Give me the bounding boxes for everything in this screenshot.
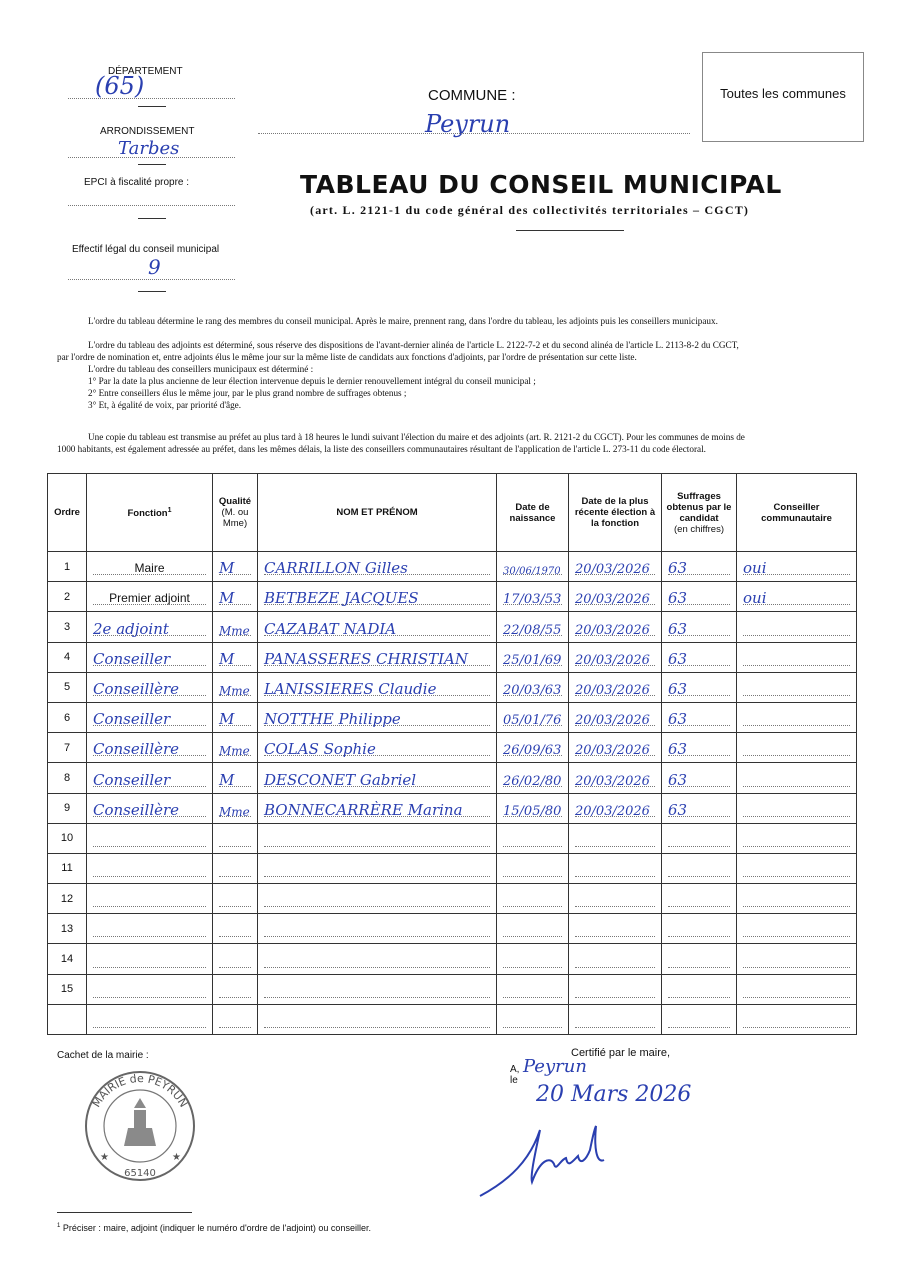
- paragraph-copie-2: 1000 habitants, est également adressée au préfet, dans les mêmes délais, la liste des conseillers communautaires résultant de l'application de l'article L. 273-11 du code électoral.: [57, 444, 706, 454]
- commune-value: Peyrun: [425, 110, 511, 138]
- cell-naissance-text: 15/05/80: [503, 803, 562, 819]
- cell-suffrages: [662, 582, 737, 612]
- table-row: [48, 702, 857, 732]
- cell-nom-text: PANASSERES CHRISTIAN: [264, 649, 468, 668]
- cell-nom-text: CAZABAT NADIA: [264, 619, 397, 638]
- cell-qualite: [213, 582, 258, 612]
- cell-naissance: [497, 914, 569, 944]
- cell-qualite: [213, 672, 258, 702]
- header-qualite: Qualité (M. ou Mme): [213, 474, 258, 552]
- cell-communautaire: [737, 914, 857, 944]
- cell-suffrages: [662, 612, 737, 642]
- cell-naissance: [497, 612, 569, 642]
- cell-fonction: [87, 582, 213, 612]
- cell-fonction: [87, 763, 213, 793]
- table-row: [48, 763, 857, 793]
- mairie-stamp: [80, 1068, 200, 1186]
- cell-suffrages-text: 63: [668, 800, 688, 819]
- epci-dotline: [68, 205, 235, 206]
- cell-fonction-text: Conseillère: [93, 800, 180, 819]
- table-row: [48, 793, 857, 823]
- cell-election: [569, 612, 662, 642]
- cell-communautaire: [737, 884, 857, 914]
- cell-election: [569, 672, 662, 702]
- cell-election-text: 20/03/2026: [575, 592, 650, 608]
- cell-naissance: [497, 823, 569, 853]
- cell-election-text: 20/03/2026: [575, 682, 650, 698]
- cell-ordre: 13: [48, 914, 87, 944]
- cell-fonction-text: Conseiller: [93, 649, 171, 668]
- cell-nom: [258, 823, 497, 853]
- lieu-value: Peyrun: [523, 1056, 587, 1077]
- cell-election-text: 20/03/2026: [575, 562, 650, 578]
- paragraph-copie-1: Une copie du tableau est transmise au préfet au plus tard à 18 heures le lundi suivant l'élection du maire et des adjoints (art. R. 2121-2 du CGCT). Pour les communes de moins de: [88, 432, 745, 442]
- cell-qualite: [213, 763, 258, 793]
- cell-communautaire: [737, 642, 857, 672]
- cell-qualite: [213, 823, 258, 853]
- cell-fonction: [87, 793, 213, 823]
- cell-ordre: 7: [48, 733, 87, 763]
- cell-naissance: [497, 974, 569, 1004]
- cell-naissance: [497, 763, 569, 793]
- stamp-text: MAIRIE de PEYRUN: [89, 1071, 191, 1110]
- divider: [138, 218, 166, 219]
- cell-naissance: [497, 672, 569, 702]
- cell-naissance-text: 05/01/76: [503, 713, 562, 729]
- cell-fonction-text: Maire: [134, 561, 165, 576]
- cell-election-text: 20/03/2026: [575, 622, 650, 638]
- cell-naissance: [497, 944, 569, 974]
- header-election: Date de la plus récente élection à la fonction: [569, 474, 662, 552]
- cell-qualite: [213, 974, 258, 1004]
- cell-naissance: [497, 582, 569, 612]
- cell-suffrages: [662, 763, 737, 793]
- cell-fonction: [87, 642, 213, 672]
- page-title: TABLEAU DU CONSEIL MUNICIPAL: [300, 170, 782, 199]
- cell-nom: [258, 733, 497, 763]
- cell-nom: [258, 612, 497, 642]
- commune-dotline: [258, 133, 690, 134]
- cell-communautaire: [737, 702, 857, 732]
- footnote-rule: [57, 1212, 192, 1213]
- cell-nom-text: BETBEZE JACQUES: [264, 589, 419, 608]
- cell-fonction: [87, 702, 213, 732]
- cell-suffrages: [662, 733, 737, 763]
- cell-nom: [258, 793, 497, 823]
- cell-fonction: [87, 974, 213, 1004]
- cell-communautaire: [737, 823, 857, 853]
- cell-fonction: [87, 944, 213, 974]
- divider: [138, 106, 166, 107]
- cell-naissance-text: 25/01/69: [503, 652, 562, 668]
- cell-fonction-text: Conseiller: [93, 770, 171, 789]
- cell-qualite-text: Mme: [219, 804, 250, 819]
- cell-election: [569, 702, 662, 732]
- table-row: [48, 612, 857, 642]
- commune-label: COMMUNE :: [428, 87, 516, 104]
- arrondissement-label: ARRONDISSEMENT: [100, 126, 195, 137]
- council-table: [47, 473, 857, 1035]
- cell-nom: [258, 944, 497, 974]
- cell-ordre: 8: [48, 763, 87, 793]
- header-ordre: Ordre: [48, 474, 87, 552]
- cell-ordre: [48, 1004, 87, 1034]
- table-row: [48, 1004, 857, 1034]
- cell-fonction-text: Conseiller: [93, 710, 171, 729]
- table-row: [48, 944, 857, 974]
- cell-communautaire: [737, 944, 857, 974]
- header-fonction: Fonction$^1$: [87, 474, 213, 552]
- cell-naissance: [497, 733, 569, 763]
- cell-ordre: 14: [48, 944, 87, 974]
- cell-election: [569, 642, 662, 672]
- cell-naissance-text: 22/08/55: [503, 622, 562, 638]
- cell-qualite-text: M: [219, 649, 235, 668]
- table-row: [48, 672, 857, 702]
- departement-label: DÉPARTEMENT: [108, 66, 183, 77]
- paragraph-rule-2: 2° Entre conseillers élus le même jour, par le plus grand nombre de suffrages obtenus ;: [88, 388, 407, 398]
- cell-fonction: [87, 733, 213, 763]
- cell-election: [569, 793, 662, 823]
- departement-dotline: [68, 98, 235, 99]
- cell-ordre: 11: [48, 853, 87, 883]
- cell-election: [569, 884, 662, 914]
- cell-communautaire: [737, 793, 857, 823]
- cell-suffrages: [662, 672, 737, 702]
- certification-label: Certifié par le maire,: [571, 1047, 671, 1059]
- cell-suffrages: [662, 1004, 737, 1034]
- arrondissement-value: Tarbes: [118, 138, 180, 159]
- stamp-code: 65140: [124, 1168, 156, 1179]
- epci-label: EPCI à fiscalité propre :: [84, 177, 190, 188]
- cell-election: [569, 552, 662, 582]
- divider: [138, 291, 166, 292]
- cell-suffrages: [662, 974, 737, 1004]
- cell-nom-text: CARRILLON Gilles: [264, 559, 408, 578]
- cell-ordre: 4: [48, 642, 87, 672]
- paragraph-rule-3: 3° Et, à égalité de voix, par priorité d'âge.: [88, 400, 242, 410]
- cell-suffrages: [662, 552, 737, 582]
- paragraph-adjoints-2: par l'ordre de nomination et, entre adjoints élus le même jour sur la même liste de candidats aux fonctions d'adjoints, par l'ordre de présentation sur cette liste.: [57, 352, 637, 362]
- cell-nom: [258, 1004, 497, 1034]
- header-nom: NOM ET PRÉNOM: [258, 474, 497, 552]
- cell-election: [569, 733, 662, 763]
- cell-suffrages-text: 63: [668, 710, 688, 729]
- cell-nom-text: COLAS Sophie: [264, 740, 376, 759]
- cell-communautaire: [737, 763, 857, 793]
- cell-election-text: 20/03/2026: [575, 652, 650, 668]
- cell-naissance: [497, 642, 569, 672]
- table-row: [48, 974, 857, 1004]
- cell-naissance: [497, 702, 569, 732]
- cell-suffrages-text: 63: [668, 740, 688, 759]
- cell-naissance-text: 26/02/80: [503, 773, 562, 789]
- cell-suffrages: [662, 853, 737, 883]
- cell-fonction: [87, 672, 213, 702]
- header-naissance: Date de naissance: [497, 474, 569, 552]
- cell-naissance-text: 20/03/63: [503, 682, 562, 698]
- cell-nom-text: DESCONET Gabriel: [264, 770, 417, 789]
- cell-election: [569, 1004, 662, 1034]
- header-suffrages: Suffrages obtenus par le candidat (en chiffres): [662, 474, 737, 552]
- cell-communautaire: [737, 672, 857, 702]
- cell-qualite: [213, 733, 258, 763]
- commune-type-text: Toutes les communes: [720, 86, 846, 101]
- cell-qualite-text: M: [219, 710, 235, 729]
- cell-qualite-text: Mme: [219, 623, 250, 638]
- cell-nom: [258, 914, 497, 944]
- table-row: [48, 552, 857, 582]
- cell-suffrages: [662, 944, 737, 974]
- cell-election-text: 20/03/2026: [575, 713, 650, 729]
- cell-naissance: [497, 552, 569, 582]
- cell-communautaire-text: oui: [743, 559, 767, 578]
- cell-suffrages-text: 63: [668, 649, 688, 668]
- table-row: [48, 733, 857, 763]
- cell-fonction-text: Conseillère: [93, 679, 180, 698]
- cell-naissance-text: 17/03/53: [503, 592, 562, 608]
- cell-election: [569, 582, 662, 612]
- cell-naissance: [497, 853, 569, 883]
- cell-nom-text: LANISSIERES Claudie: [264, 679, 437, 698]
- table-row: [48, 582, 857, 612]
- cell-communautaire: [737, 974, 857, 1004]
- cell-election: [569, 914, 662, 944]
- cell-communautaire: [737, 552, 857, 582]
- cachet-label: Cachet de la mairie :: [57, 1050, 149, 1061]
- cell-qualite-text: Mme: [219, 683, 250, 698]
- page-subtitle: (art. L. 2121-1 du code général des collectivités territoriales – CGCT): [310, 203, 750, 217]
- cell-suffrages-text: 63: [668, 770, 688, 789]
- footnote: $^1$ Préciser : maire, adjoint (indiquer le numéro d'ordre de l'adjoint) ou conseiller.: [57, 1223, 371, 1233]
- maire-signature: [470, 1120, 630, 1200]
- cell-nom: [258, 853, 497, 883]
- cell-ordre: 5: [48, 672, 87, 702]
- cell-fonction: [87, 612, 213, 642]
- cell-fonction: [87, 1004, 213, 1034]
- cell-qualite: [213, 884, 258, 914]
- cell-election-text: 20/03/2026: [575, 773, 650, 789]
- cell-suffrages: [662, 884, 737, 914]
- cell-naissance-text: 26/09/63: [503, 743, 562, 759]
- cell-nom: [258, 642, 497, 672]
- cell-qualite: [213, 612, 258, 642]
- cell-ordre: 9: [48, 793, 87, 823]
- cell-election: [569, 944, 662, 974]
- cell-suffrages: [662, 823, 737, 853]
- cell-nom-text: NOTTHE Philippe: [264, 710, 401, 729]
- cell-fonction: [87, 914, 213, 944]
- cell-communautaire: [737, 1004, 857, 1034]
- cell-suffrages: [662, 642, 737, 672]
- cell-qualite: [213, 793, 258, 823]
- divider: [516, 230, 624, 231]
- cell-nom: [258, 974, 497, 1004]
- cell-qualite: [213, 914, 258, 944]
- cell-election: [569, 763, 662, 793]
- cell-nom-text: BONNECARRÈRE Marina: [264, 800, 463, 819]
- cell-suffrages: [662, 702, 737, 732]
- paragraph-adjoints-1: L'ordre du tableau des adjoints est déterminé, sous réserve des dispositions de l'avant-dernier alinéa de l'article L. 2122-7-2 et du second alinéa de l'article L. 2113-8-2 du CGCT,: [88, 340, 739, 350]
- cell-communautaire: [737, 733, 857, 763]
- cell-ordre: 6: [48, 702, 87, 732]
- cell-qualite: [213, 1004, 258, 1034]
- cell-fonction: [87, 823, 213, 853]
- divider: [138, 164, 166, 165]
- cell-ordre: 3: [48, 612, 87, 642]
- header-conseiller-communautaire: Conseiller communautaire: [737, 474, 857, 552]
- date-label: le: [510, 1075, 518, 1086]
- cell-nom: [258, 582, 497, 612]
- cell-nom: [258, 702, 497, 732]
- cell-election: [569, 853, 662, 883]
- effectif-value: 9: [148, 255, 161, 279]
- cell-ordre: 10: [48, 823, 87, 853]
- cell-election-text: 20/03/2026: [575, 743, 650, 759]
- cell-naissance: [497, 1004, 569, 1034]
- effectif-dotline: [68, 279, 235, 280]
- cell-qualite-text: M: [219, 589, 235, 608]
- cell-fonction-text: 2e adjoint: [93, 619, 169, 638]
- cell-fonction: [87, 884, 213, 914]
- cell-suffrages-text: 63: [668, 619, 688, 638]
- cell-naissance: [497, 884, 569, 914]
- cell-naissance: [497, 793, 569, 823]
- cell-qualite-text: M: [219, 770, 235, 789]
- cell-ordre: 1: [48, 552, 87, 582]
- cell-nom: [258, 884, 497, 914]
- cell-nom: [258, 763, 497, 793]
- effectif-label: Effectif légal du conseil municipal: [72, 244, 220, 255]
- table-row: [48, 823, 857, 853]
- table-row: [48, 914, 857, 944]
- cell-communautaire: [737, 582, 857, 612]
- cell-qualite-text: M: [219, 559, 235, 578]
- cell-suffrages-text: 63: [668, 679, 688, 698]
- paragraph-rule-1: 1° Par la date la plus ancienne de leur élection intervenue depuis le dernier renouvellement intégral du conseil municipal ;: [88, 376, 536, 386]
- table-row: [48, 884, 857, 914]
- cell-qualite-text: Mme: [219, 744, 250, 759]
- departement-value: (65): [95, 72, 145, 100]
- cell-nom: [258, 672, 497, 702]
- cell-nom: [258, 552, 497, 582]
- arrondissement-dotline: [68, 157, 235, 158]
- cell-election: [569, 974, 662, 1004]
- cell-naissance-text: 30/06/1970: [503, 566, 561, 578]
- svg-text:★: ★: [172, 1152, 181, 1163]
- cell-suffrages-text: 63: [668, 559, 688, 578]
- cell-election: [569, 823, 662, 853]
- cell-communautaire: [737, 612, 857, 642]
- table-row: [48, 853, 857, 883]
- date-value: 20 Mars 2026: [536, 1082, 692, 1107]
- cell-qualite: [213, 853, 258, 883]
- cell-suffrages: [662, 793, 737, 823]
- cell-suffrages: [662, 914, 737, 944]
- cell-ordre: 12: [48, 884, 87, 914]
- paragraph-ordre: L'ordre du tableau détermine le rang des membres du conseil municipal. Après le maire, prennent rang, dans l'ordre du tableau, les adjoints puis les conseillers municipaux.: [88, 316, 718, 326]
- lieu-label: A,: [510, 1064, 520, 1075]
- cell-qualite: [213, 944, 258, 974]
- table-header-row: [48, 474, 857, 552]
- cell-communautaire: [737, 853, 857, 883]
- table-row: [48, 642, 857, 672]
- cell-election-text: 20/03/2026: [575, 803, 650, 819]
- cell-qualite: [213, 642, 258, 672]
- cell-qualite: [213, 552, 258, 582]
- cell-fonction: [87, 552, 213, 582]
- cell-communautaire-text: oui: [743, 589, 767, 608]
- cell-suffrages-text: 63: [668, 589, 688, 608]
- paragraph-conseillers: L'ordre du tableau des conseillers municipaux est déterminé :: [88, 364, 314, 374]
- cell-qualite: [213, 702, 258, 732]
- cell-fonction: [87, 853, 213, 883]
- cell-ordre: 2: [48, 582, 87, 612]
- svg-text:★: ★: [100, 1152, 109, 1163]
- cell-fonction-text: Premier adjoint: [109, 591, 190, 606]
- cell-ordre: 15: [48, 974, 87, 1004]
- cell-fonction-text: Conseillère: [93, 740, 180, 759]
